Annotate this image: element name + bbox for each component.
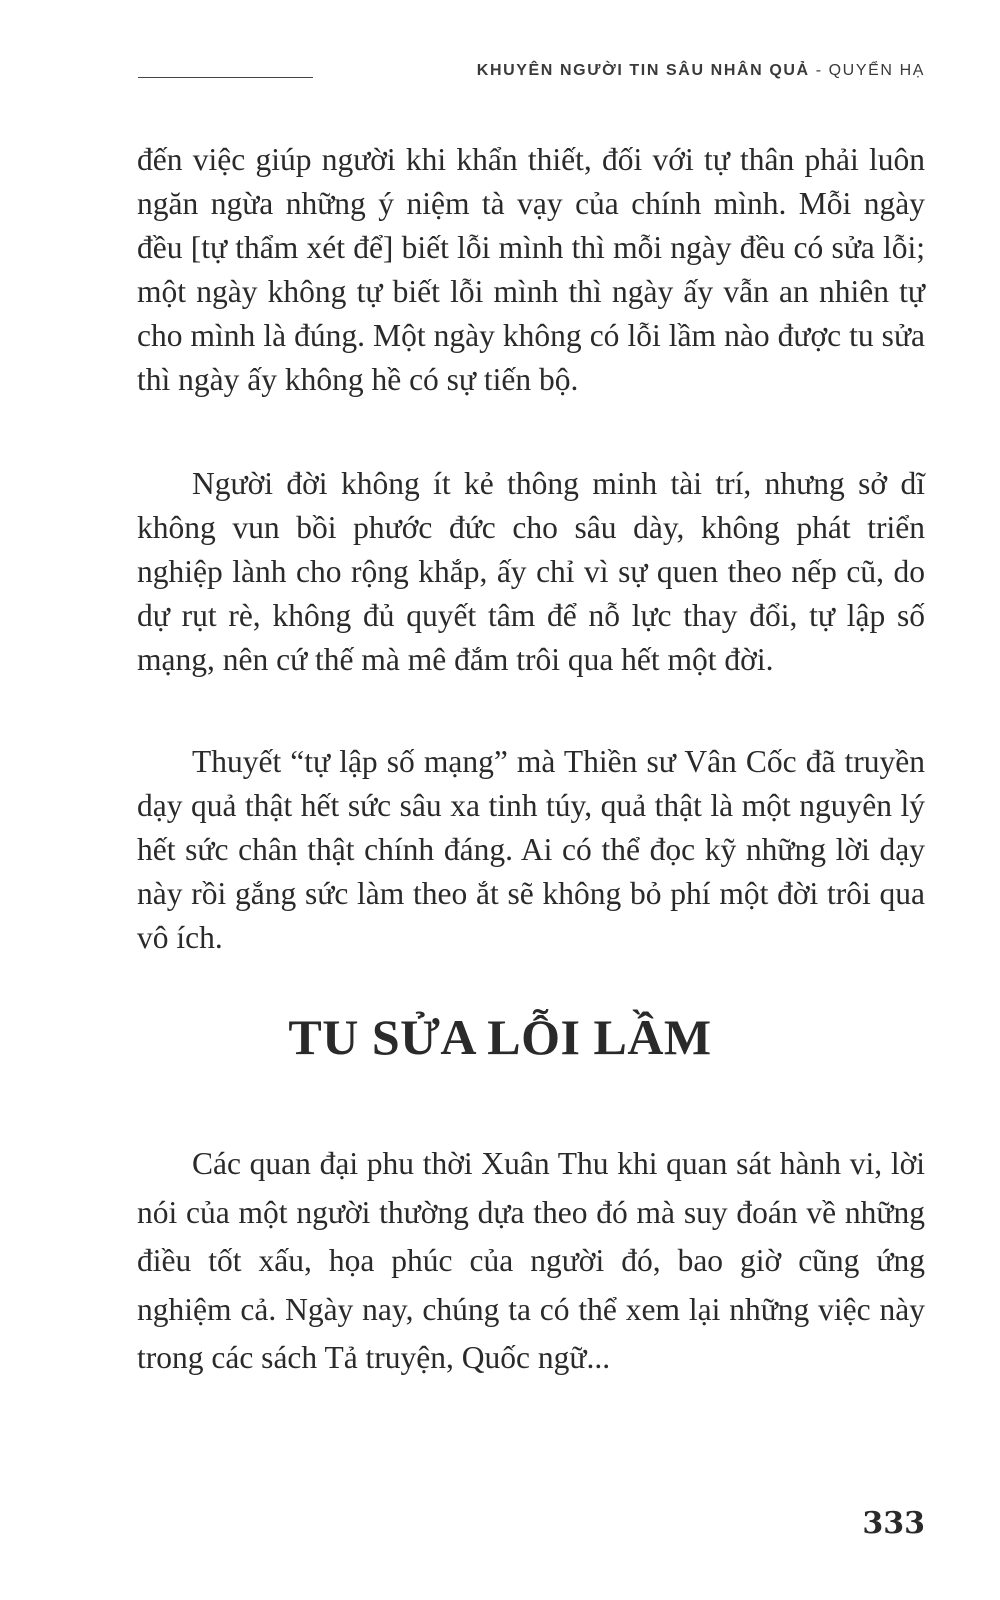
header-text xyxy=(477,62,925,80)
paragraph-1-text: đến việc giúp người khi khẩn thiết, đối với tự thân phải luôn ngăn ngừa những ý niệm tà vạy của chính mình. Mỗi ngày đều [tự thẩm xét để] biết lỗi mình thì mỗi ngày đều có sửa lỗi; một ngày không tự biết lỗi mình thì ngày ấy vẫn an nhiên tự cho mình là đúng. Một ngày không có lỗi lầm nào được tu sửa thì ngày ấy không hề có sự tiến bộ. xyxy=(137,142,925,397)
header-volume: QUYỂN HẠ xyxy=(828,62,925,79)
running-header xyxy=(138,62,925,86)
section-title: TU SỬA LỖI LẦM xyxy=(288,1009,712,1065)
paragraph-1 xyxy=(137,138,925,402)
header-rule xyxy=(138,77,313,78)
paragraph-3-text: Thuyết “tự lập số mạng” mà Thiền sư Vân Cốc đã truyền dạy quả thật hết sức sâu xa tinh túy, quả thật là một nguyên lý hết sức chân thật chính đáng. Ai có thể đọc kỹ những lời dạy này rồi gắng sức làm theo ắt sẽ không bỏ phí một đời trôi qua vô ích. xyxy=(137,744,925,955)
paragraph-3 xyxy=(137,740,925,960)
section-paragraph-text: Các quan đại phu thời Xuân Thu khi quan sát hành vi, lời nói của một người thường dựa theo đó mà suy đoán về những điều tốt xấu, họa phúc của người đó, bao giờ cũng ứng nghiệm cả. Ngày nay, chúng ta có thể xem lại những việc này trong các sách Tả truyện, Quốc ngữ... xyxy=(137,1146,925,1375)
page-number: 333 xyxy=(862,1506,925,1541)
header-separator: - xyxy=(815,62,823,79)
paragraph-2 xyxy=(137,462,925,682)
section-paragraph xyxy=(137,1140,925,1383)
header-book-title: KHUYÊN NGƯỜI TIN SÂU NHÂN QUẢ xyxy=(476,62,810,79)
paragraph-2-text: Người đời không ít kẻ thông minh tài trí, nhưng sở dĩ không vun bồi phước đức cho sâu dày, không phát triển nghiệp lành cho rộng khắp, ấy chỉ vì sự quen theo nếp cũ, do dự rụt rè, không đủ quyết tâm để nỗ lực thay đổi, tự lập số mạng, nên cứ thế mà mê đắm trôi qua hết một đời. xyxy=(137,466,925,677)
